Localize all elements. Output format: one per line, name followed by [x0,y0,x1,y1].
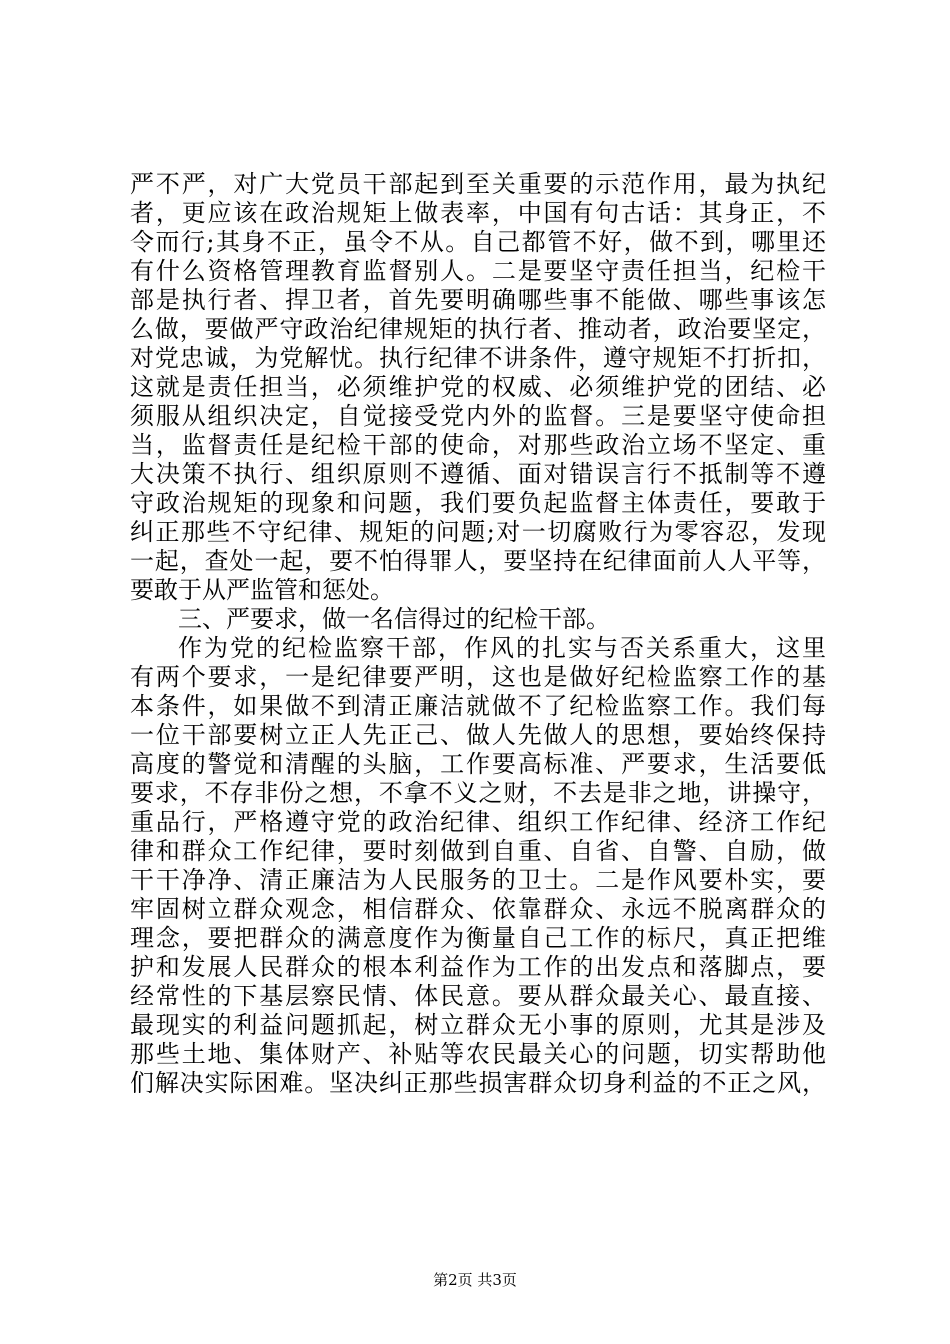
text-line: 理念，要把群众的满意度作为衡量自己工作的标尺，真正把维 [130,924,826,952]
text-line: 经常性的下基层察民情、体民意。要从群众最关心、最直接、 [130,982,826,1010]
text-line: 要敢于从严监管和惩处。 [130,576,394,604]
text-line: 守政治规矩的现象和问题，我们要负起监督主体责任，要敢于 [130,489,826,517]
text-line: 护和发展人民群众的根本利益作为工作的出发点和落脚点，要 [130,953,826,981]
text-line: 这就是责任担当，必须维护党的权威、必须维护党的团结、必 [130,373,826,401]
section-heading: 三、严要求，做一名信得过的纪检干部。 [178,605,610,633]
text-line: 要求，不存非份之想，不拿不义之财，不去是非之地，讲操守， [130,779,826,807]
text-line: 律和群众工作纪律，要时刻做到自重、自省、自警、自励，做 [130,837,826,865]
text-line: 那些土地、集体财产、补贴等农民最关心的问题，切实帮助他 [130,1040,826,1068]
text-line: 重品行，严格遵守党的政治纪律、组织工作纪律、经济工作纪 [130,808,826,836]
text-line: 令而行;其身不正，虽令不从。自己都管不好，做不到，哪里还 [130,228,826,256]
text-line: 者，更应该在政治规矩上做表率，中国有句古话：其身正，不 [130,199,826,227]
text-line: 最现实的利益问题抓起，树立群众无小事的原则，尤其是涉及 [130,1011,826,1039]
text-line: 大决策不执行、组织原则不遵循、面对错误言行不抵制等不遵 [130,460,826,488]
text-line: 部是执行者、捍卫者，首先要明确哪些事不能做、哪些事该怎 [130,286,826,314]
text-line: 对党忠诚，为党解忧。执行纪律不讲条件，遵守规矩不打折扣， [130,344,826,372]
text-line: 么做，要做严守政治纪律规矩的执行者、推动者，政治要坚定， [130,315,826,343]
document-body [130,170,826,1098]
text-line: 牢固树立群众观念，相信群众、依靠群众、永远不脱离群众的 [130,895,826,923]
text-line: 纠正那些不守纪律、规矩的问题;对一切腐败行为零容忍，发现 [130,518,826,546]
page-footer: 第2页 共3页 [433,1271,517,1289]
text-line: 有两个要求，一是纪律要严明，这也是做好纪检监察工作的基 [130,663,826,691]
text-line: 须服从组织决定，自觉接受党内外的监督。三是要坚守使命担 [130,402,826,430]
text-line: 严不严，对广大党员干部起到至关重要的示范作用，最为执纪 [130,170,826,198]
text-line: 有什么资格管理教育监督别人。二是要坚守责任担当，纪检干 [130,257,826,285]
text-line: 一起，查处一起，要不怕得罪人，要坚持在纪律面前人人平等， [130,547,826,575]
text-line: 本条件，如果做不到清正廉洁就做不了纪检监察工作。我们每 [130,692,826,720]
text-line: 干干净净、清正廉洁为人民服务的卫士。二是作风要朴实，要 [130,866,826,894]
text-line: 高度的警觉和清醒的头脑，工作要高标准、严要求，生活要低 [130,750,826,778]
text-line: 当，监督责任是纪检干部的使命，对那些政治立场不坚定、重 [130,431,826,459]
text-line: 一位干部要树立正人先正己、做人先做人的思想，要始终保持 [130,721,826,749]
text-line: 们解决实际困难。坚决纠正那些损害群众切身利益的不正之风， [130,1069,826,1097]
text-line: 作为党的纪检监察干部，作风的扎实与否关系重大，这里 [178,634,826,662]
